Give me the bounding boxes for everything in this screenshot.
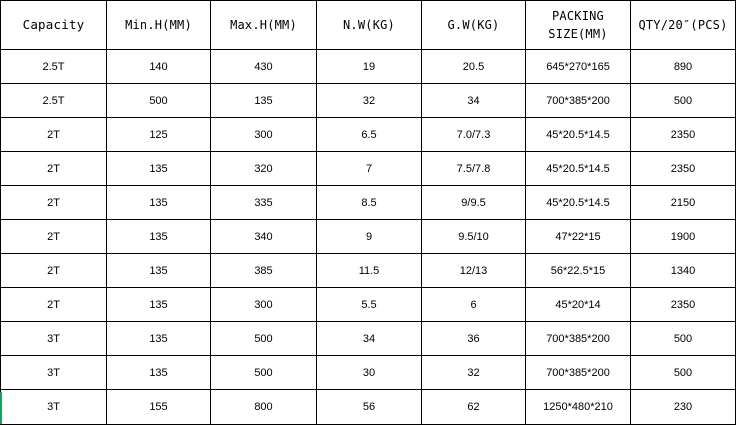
cell-packing-size: 45*20*14: [526, 288, 631, 322]
cell-net-weight: 56: [317, 390, 422, 425]
header-packing-line2: SIZE(MM): [548, 27, 608, 41]
cell-quantity: 500: [631, 84, 736, 118]
cell-net-weight: 8.5: [317, 186, 422, 220]
cell-capacity: 3T: [1, 390, 107, 425]
table-row: [1, 50, 736, 84]
cell-capacity: 2T: [1, 186, 107, 220]
cell-max-height: 300: [211, 288, 317, 322]
header-packing-line1: PACKING: [552, 9, 604, 23]
cell-gross-weight: 62: [422, 390, 526, 425]
table-row: [1, 288, 736, 322]
cell-max-height: 800: [211, 390, 317, 425]
cell-min-height: 135: [107, 186, 211, 220]
cell-max-height: 335: [211, 186, 317, 220]
cell-min-height: 125: [107, 118, 211, 152]
cell-packing-size: 700*385*200: [526, 84, 631, 118]
table-row: [1, 84, 736, 118]
cell-net-weight: 11.5: [317, 254, 422, 288]
cell-net-weight: 5.5: [317, 288, 422, 322]
table-body: [1, 50, 736, 425]
cell-capacity: 2T: [1, 254, 107, 288]
cell-min-height: 135: [107, 220, 211, 254]
cell-min-height: 140: [107, 50, 211, 84]
cell-packing-size: 45*20.5*14.5: [526, 118, 631, 152]
cell-gross-weight: 12/13: [422, 254, 526, 288]
cell-max-height: 430: [211, 50, 317, 84]
cell-min-height: 135: [107, 288, 211, 322]
table-row: [1, 186, 736, 220]
cell-net-weight: 7: [317, 152, 422, 186]
cell-max-height: 320: [211, 152, 317, 186]
cell-packing-size: 700*385*200: [526, 356, 631, 390]
header-net-weight: N.W(KG): [317, 1, 422, 50]
cell-net-weight: 9: [317, 220, 422, 254]
cell-min-height: 500: [107, 84, 211, 118]
cell-capacity: 3T: [1, 356, 107, 390]
header-max-height: Max.H(MM): [211, 1, 317, 50]
cell-gross-weight: 34: [422, 84, 526, 118]
header-min-height: Min.H(MM): [107, 1, 211, 50]
cell-min-height: 135: [107, 322, 211, 356]
cell-quantity: 230: [631, 390, 736, 425]
table-row: [1, 356, 736, 390]
cell-quantity: 2350: [631, 288, 736, 322]
cell-quantity: 1340: [631, 254, 736, 288]
cell-capacity: 2T: [1, 118, 107, 152]
cell-max-height: 300: [211, 118, 317, 152]
cell-net-weight: 34: [317, 322, 422, 356]
cell-net-weight: 19: [317, 50, 422, 84]
table-row: [1, 220, 736, 254]
cell-gross-weight: 7.5/7.8: [422, 152, 526, 186]
cell-quantity: 2350: [631, 152, 736, 186]
header-gross-weight: G.W(KG): [422, 1, 526, 50]
cell-min-height: 135: [107, 254, 211, 288]
cell-quantity: 1900: [631, 220, 736, 254]
cell-max-height: 385: [211, 254, 317, 288]
cell-capacity: 3T: [1, 322, 107, 356]
cell-quantity: 890: [631, 50, 736, 84]
cell-min-height: 155: [107, 390, 211, 425]
header-packing-size: [526, 1, 631, 50]
cell-packing-size: 645*270*165: [526, 50, 631, 84]
cell-gross-weight: 9.5/10: [422, 220, 526, 254]
cell-net-weight: 6.5: [317, 118, 422, 152]
cell-net-weight: 30: [317, 356, 422, 390]
cell-capacity: 2.5T: [1, 50, 107, 84]
cell-gross-weight: 6: [422, 288, 526, 322]
cell-capacity: 2T: [1, 152, 107, 186]
cell-packing-size: 45*20.5*14.5: [526, 152, 631, 186]
cell-gross-weight: 36: [422, 322, 526, 356]
cell-max-height: 340: [211, 220, 317, 254]
table-row: [1, 322, 736, 356]
cell-min-height: 135: [107, 152, 211, 186]
cell-quantity: 2150: [631, 186, 736, 220]
cell-max-height: 500: [211, 356, 317, 390]
table-row: [1, 152, 736, 186]
cell-gross-weight: 9/9.5: [422, 186, 526, 220]
cell-packing-size: 700*385*200: [526, 322, 631, 356]
cell-gross-weight: 7.0/7.3: [422, 118, 526, 152]
header-capacity: Capacity: [1, 1, 107, 50]
cell-capacity: 2T: [1, 220, 107, 254]
cell-max-height: 500: [211, 322, 317, 356]
cell-quantity: 500: [631, 322, 736, 356]
cell-packing-size: 56*22.5*15: [526, 254, 631, 288]
cell-packing-size: 45*20.5*14.5: [526, 186, 631, 220]
table-row: [1, 254, 736, 288]
cell-capacity: 2.5T: [1, 84, 107, 118]
cell-quantity: 500: [631, 356, 736, 390]
edge-marker: [0, 392, 2, 424]
cell-max-height: 135: [211, 84, 317, 118]
cell-packing-size: 47*22*15: [526, 220, 631, 254]
cell-min-height: 135: [107, 356, 211, 390]
cell-gross-weight: 32: [422, 356, 526, 390]
table-row: [1, 390, 736, 425]
header-row: [1, 1, 736, 50]
cell-net-weight: 32: [317, 84, 422, 118]
table-row: [1, 118, 736, 152]
header-quantity: QTY/20″(PCS): [631, 1, 736, 50]
cell-capacity: 2T: [1, 288, 107, 322]
cell-quantity: 2350: [631, 118, 736, 152]
cell-gross-weight: 20.5: [422, 50, 526, 84]
cell-packing-size: 1250*480*210: [526, 390, 631, 425]
